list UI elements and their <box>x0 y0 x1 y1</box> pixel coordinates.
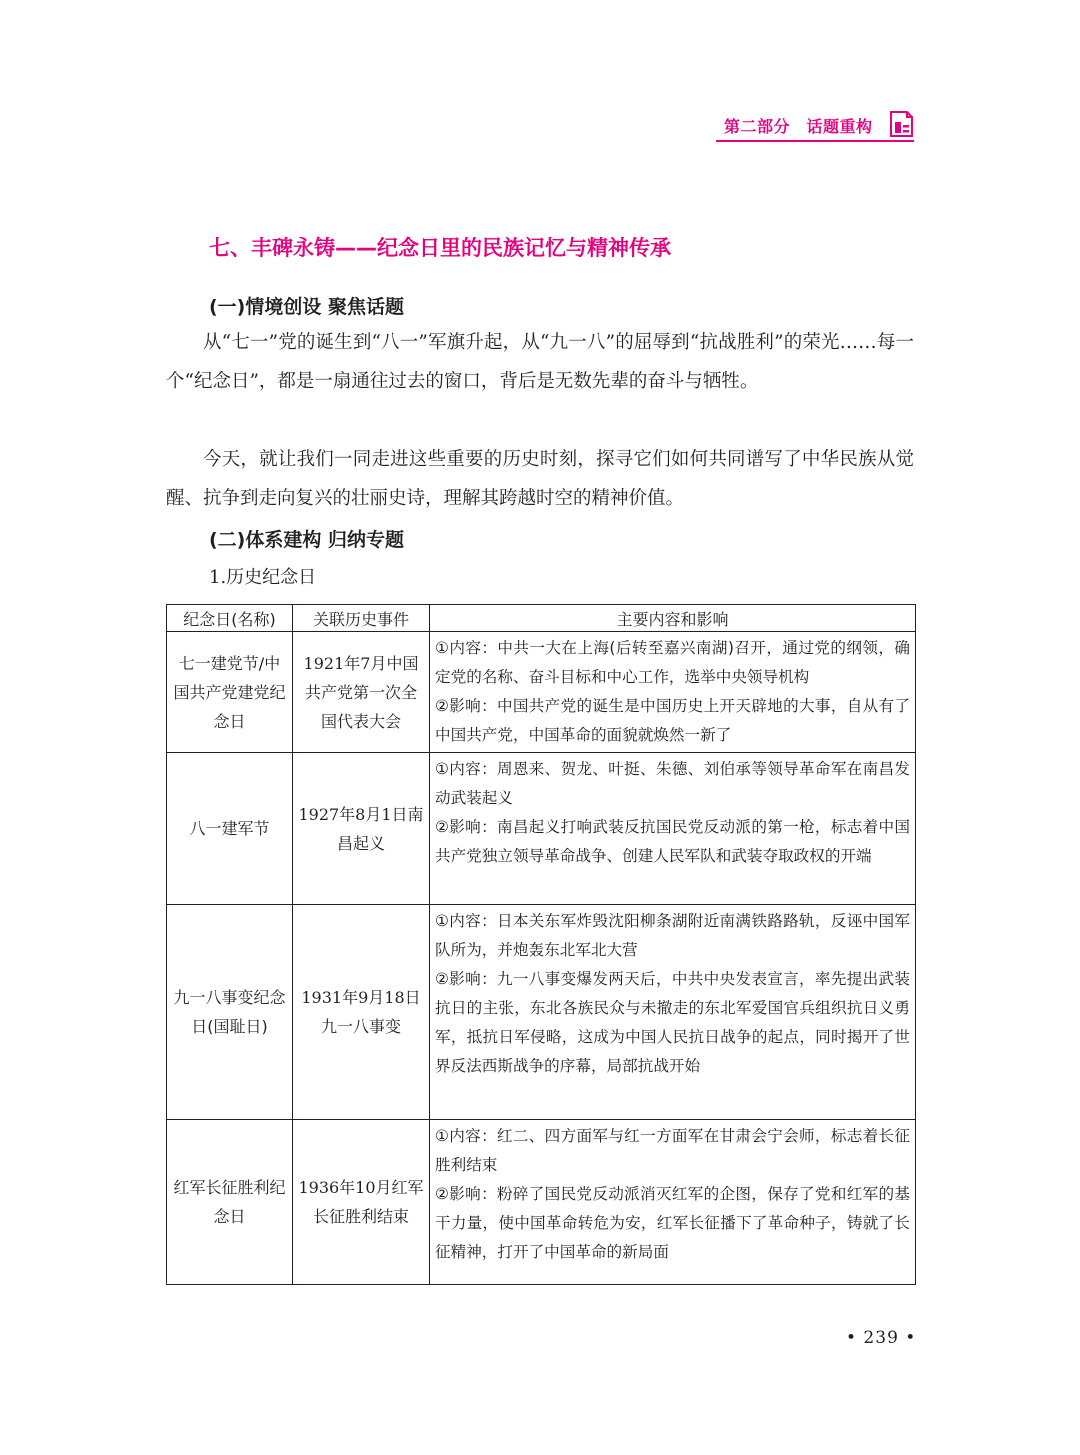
column-header-name: 纪念日(名称) <box>167 605 293 632</box>
historical-event: 1931年9月18日九一八事变 <box>293 905 430 1120</box>
header-title: 第二部分 话题重构 <box>724 117 873 136</box>
intro-paragraph-2: 今天，就让我们一同走进这些重要的历史时刻，探寻它们如何共同谱写了中华民族从觉醒、抗争到走向复兴的壮丽史诗，理解其跨越时空的精神价值。 <box>166 449 914 509</box>
content-text: ①内容：红二、四方面军与红一方面军在甘肃会宁会师，标志着长征胜利结束 <box>435 1127 910 1174</box>
impact-text: ②影响：中国共产党的诞生是中国历史上开天辟地的大事，自从有了中国共产党，中国革命的面貌就焕然一新了 <box>435 697 910 744</box>
book-bookmark-icon <box>888 108 914 138</box>
memorial-name: 红军长征胜利纪念日 <box>167 1120 293 1285</box>
content-text: ①内容：中共一大在上海(后转至嘉兴南湖)召开，通过党的纲领，确定党的名称、奋斗目标和中心工作，选举中央领导机构 <box>435 639 910 686</box>
section-title: 七、丰碑永铸——纪念日里的民族记忆与精神传承 <box>209 236 671 260</box>
running-header <box>716 112 914 142</box>
impact-text: ②影响：粉碎了国民党反动派消灭红军的企图，保存了党和红军的基干力量，使中国革命转危为安，红军长征播下了革命种子，铸就了长征精神，打开了中国革命的新局面 <box>435 1185 910 1261</box>
table-header-row <box>167 605 916 632</box>
part2-heading: (二)体系建构 归纳专题 <box>209 529 404 551</box>
table-row <box>167 905 916 1120</box>
intro-paragraph-1: 从“七一”党的诞生到“八一”军旗升起，从“九一八”的屈辱到“抗战胜利”的荣光……每一个“纪念日”，都是一扇通往过去的窗口，背后是无数先辈的奋斗与牺牲。 <box>166 332 914 392</box>
impact-text: ②影响：南昌起义打响武装反抗国民党反动派的第一枪，标志着中国共产党独立领导革命战争、创建人民军队和武装夺取政权的开端 <box>435 818 910 865</box>
memorial-days-table <box>166 604 916 1285</box>
content-impact-cell <box>430 905 916 1120</box>
content-impact-cell <box>430 753 916 905</box>
table-row <box>167 632 916 753</box>
memorial-name: 九一八事变纪念日(国耻日) <box>167 905 293 1120</box>
column-header-event: 关联历史事件 <box>293 605 430 632</box>
table-row <box>167 753 916 905</box>
historical-event: 1921年7月中国共产党第一次全国代表大会 <box>293 632 430 753</box>
content-impact-cell <box>430 632 916 753</box>
historical-event: 1936年10月红军长征胜利结束 <box>293 1120 430 1285</box>
column-header-content: 主要内容和影响 <box>430 605 916 632</box>
content-text: ①内容：周恩来、贺龙、叶挺、朱德、刘伯承等领导革命军在南昌发动武装起义 <box>435 760 910 807</box>
table-row <box>167 1120 916 1285</box>
content-impact-cell <box>430 1120 916 1285</box>
page-number: • 239 • <box>846 1328 917 1348</box>
impact-text: ②影响：九一八事变爆发两天后，中共中央发表宣言，率先提出武装抗日的主张，东北各族民众与未撤走的东北军爱国官兵组织抗日义勇军，抵抗日军侵略，这成为中国人民抗日战争的起点，同时揭开了世界反法西斯战争的序幕，局部抗战开始 <box>435 970 910 1075</box>
content-text: ①内容：日本关东军炸毁沈阳柳条湖附近南满铁路路轨，反诬中国军队所为，并炮轰东北军北大营 <box>435 912 910 959</box>
memorial-name: 八一建军节 <box>167 753 293 905</box>
part1-heading: (一)情境创设 聚焦话题 <box>209 296 404 318</box>
memorial-name: 七一建党节/中国共产党建党纪念日 <box>167 632 293 753</box>
table-caption: 1.历史纪念日 <box>209 567 317 588</box>
historical-event: 1927年8月1日南昌起义 <box>293 753 430 905</box>
